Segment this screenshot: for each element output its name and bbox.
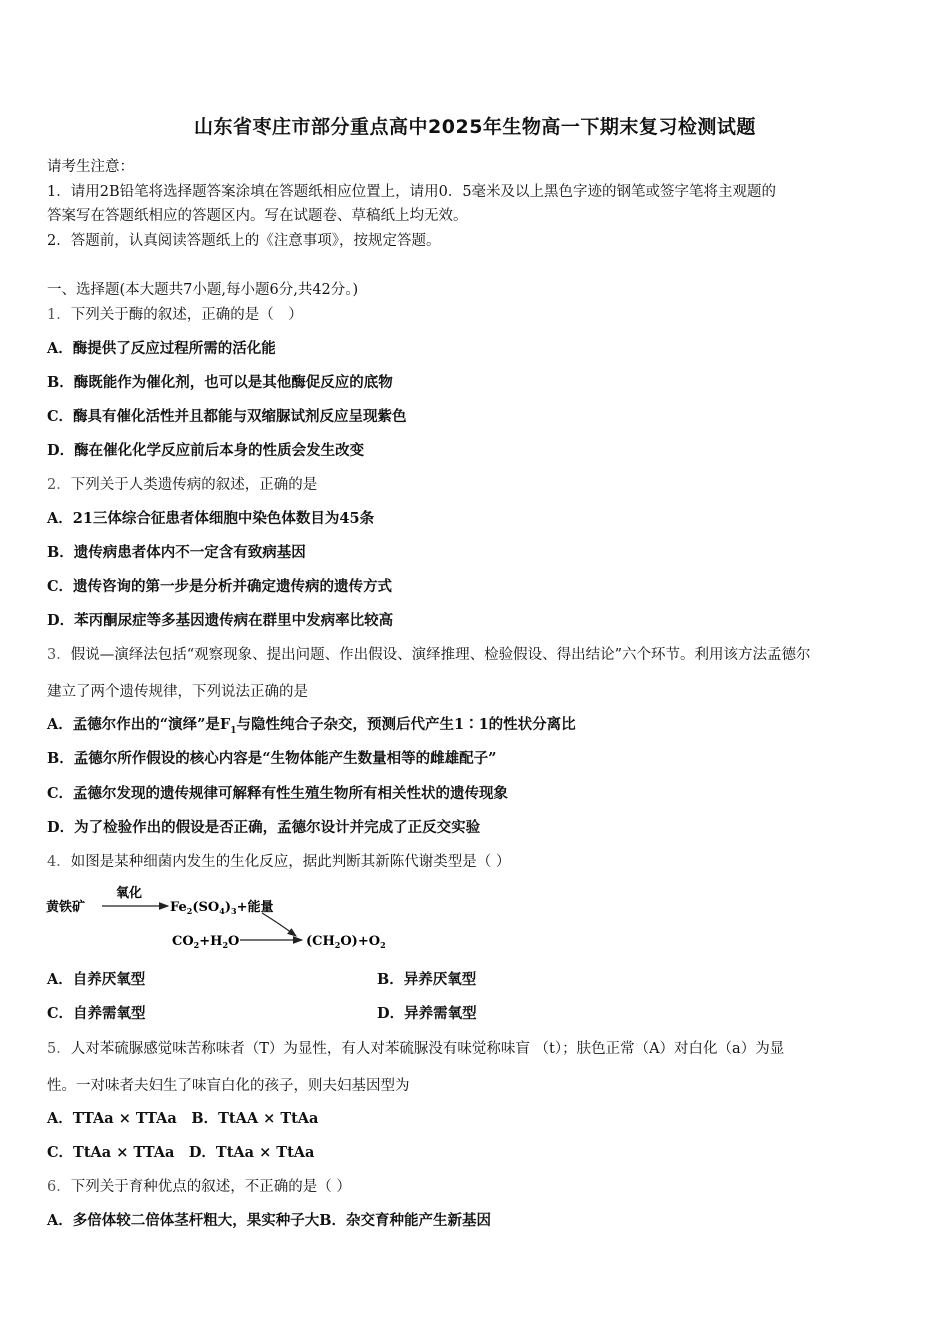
question-4-stem <box>47 850 510 871</box>
section-header: 一、选择题(本大题共7小题,每小题6分,共42分。) <box>47 282 359 298</box>
notice-header: 请考生注意： <box>47 159 134 175</box>
question-4-option-a: A．自养厌氧型 <box>47 971 146 988</box>
energy-arrow <box>262 913 296 936</box>
question-3-option-b: B．孟德尔所作假设的核心内容是“生物体能产生数量相等的雌雄配子” <box>47 750 497 767</box>
question-2-number: 2． <box>47 477 71 493</box>
question-3-number: 3． <box>47 647 71 663</box>
question-3-stem-line-1 <box>47 643 811 664</box>
question-2-option-c: C．遗传咨询的第一步是分析并确定遗传病的遗传方式 <box>47 578 393 595</box>
question-4-option-b: B．异养厌氧型 <box>377 971 477 988</box>
question-1-option-b: B．酶既能作为催化剂，也可以是其他酶促反应的底物 <box>47 374 393 391</box>
question-1-text: 下列关于酶的叙述，正确的是（ ） <box>70 307 303 323</box>
question-2-stem <box>47 473 317 494</box>
question-3-option-c: C．孟德尔发现的遗传规律可解释有性生殖生物所有相关性状的遗传现象 <box>47 785 509 802</box>
question-5-options-cd: C．TtAa × TTAa D．TtAa × TtAa <box>47 1144 315 1161</box>
oxidation-label: 氧化 <box>116 886 143 901</box>
page-title: 山东省枣庄市部分重点高中2025年生物高一下期末复习检测试题 <box>194 116 756 138</box>
question-6-text: 下列关于育种优点的叙述，不正确的是（ ） <box>70 1179 351 1195</box>
question-1-option-a: A．酶提供了反应过程所需的活化能 <box>47 340 276 357</box>
question-1-option-d: D．酶在催化化学反应前后本身的性质会发生改变 <box>47 442 365 459</box>
notice-item-1-line-2: 答案写在答题纸相应的答题区内。写在试题卷、草稿纸上均无效。 <box>47 208 468 224</box>
option-a-text-end: 与隐性纯合子杂交，预测后代产生1∶1的性状分离比 <box>236 716 576 733</box>
question-6-number: 6． <box>47 1179 71 1195</box>
reactant-pyrite: 黄铁矿 <box>46 900 86 915</box>
question-4-text: 如图是某种细菌内发生的生化反应，据此判断其新陈代谢类型是（ ） <box>70 854 511 870</box>
question-6-stem <box>47 1175 351 1196</box>
question-2-text: 下列关于人类遗传病的叙述，正确的是 <box>70 477 318 493</box>
question-1-option-c: C．酶具有催化活性并且都能与双缩脲试剂反应呈现紫色 <box>47 408 407 425</box>
question-4-option-c: C．自养需氧型 <box>47 1005 146 1022</box>
question-2-option-d: D．苯丙酮尿症等多基因遗传病在群里中发病率比较高 <box>47 612 394 629</box>
notice-item-1-line-1: 1．请用2B铅笔将选择题答案涂填在答题纸相应位置上，请用0．5毫米及以上黑色字迹的钢笔或签字笔将主观题的 <box>47 184 777 200</box>
question-1-stem <box>47 303 303 324</box>
question-3-option-a <box>47 713 576 736</box>
question-5-stem-line-1 <box>47 1037 784 1058</box>
notice-item-2: 2．答题前，认真阅读答题纸上的《注意事项》，按规定答题。 <box>47 233 441 249</box>
question-6-options-ab: A．多倍体较二倍体茎杆粗大，果实种子大B．杂交育种能产生新基因 <box>47 1212 492 1229</box>
carbon-dioxide-water: $CO_2+H_2O$ <box>172 934 240 950</box>
question-3-option-d: D．为了检验作出的假设是否正确，孟德尔设计并完成了正反交实验 <box>47 819 481 836</box>
question-5-stem-line-2: 性。一对味者夫妇生了味盲白化的孩子，则夫妇基因型为 <box>47 1078 410 1094</box>
question-5-number: 5． <box>47 1041 71 1057</box>
option-a-subscript: 1 <box>230 725 237 736</box>
question-4-number: 4． <box>47 854 71 870</box>
question-4-option-d: D．异养需氧型 <box>377 1005 477 1022</box>
question-2-option-b: B．遗传病患者体内不一定含有致病基因 <box>47 544 306 561</box>
reaction-diagram-svg <box>44 880 404 952</box>
question-5-options-ab: A．TTAa × TTAa B．TtAA × TtAa <box>47 1110 319 1127</box>
carbohydrate-oxygen: $(CH_2O)+O_2$ <box>306 934 386 950</box>
product-iron-sulfate: $Fe_2(SO_4)_3+$能量 <box>170 900 274 916</box>
question-5-text: 人对苯硫脲感觉味苦称味者（T）为显性，有人对苯硫脲没有味觉称味盲 （t）；肤色正常（A）对白化（a）为显 <box>70 1041 785 1057</box>
question-3-text: 假说—演绎法包括“观察现象、提出问题、作出假设、演绎推理、检验假设、得出结论”六个环节。利用该方法孟德尔 <box>70 647 811 663</box>
question-3-stem-line-2: 建立了两个遗传规律，下列说法正确的是 <box>47 684 308 700</box>
option-a-text-start: A．孟德尔作出的“演绎”是F <box>47 716 231 733</box>
question-2-option-a: A．21三体综合征患者体细胞中染色体数目为45条 <box>47 510 375 527</box>
reaction-diagram <box>44 880 404 952</box>
question-1-number: 1． <box>47 307 71 323</box>
